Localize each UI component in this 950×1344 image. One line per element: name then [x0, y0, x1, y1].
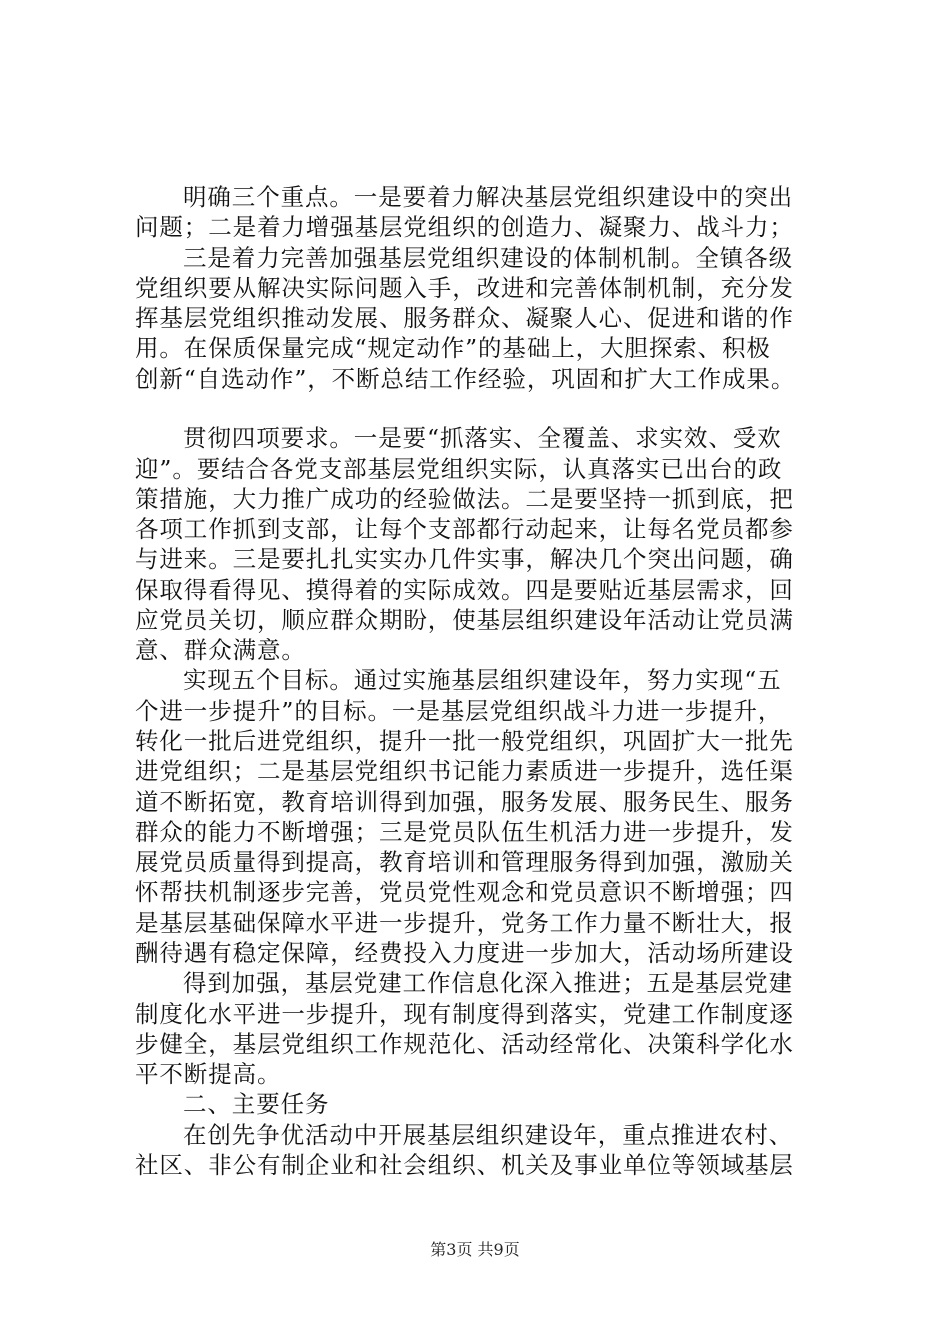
- text-line: 群众的能力不断增强；三是党员队伍生机活力进一步提升，发: [135, 818, 794, 846]
- text-line: 酬待遇有稳定保障，经费投入力度进一步加大，活动场所建设: [135, 939, 794, 967]
- text-line: 平不断提高。: [135, 1060, 282, 1088]
- text-line: 创新“自选动作”，不断总结工作经验，巩固和扩大工作成果。: [135, 365, 796, 393]
- page-number-footer: 第3页 共9页: [430, 1240, 520, 1259]
- text-line: 用。在保质保量完成“规定动作”的基础上，大胆探索、积极: [135, 334, 771, 362]
- text-line: 各项工作抓到支部，让每个支部都行动起来，让每名党员都参: [135, 515, 794, 543]
- text-line: 转化一批后进党组织，提升一批一般党组织，巩固扩大一批先: [135, 727, 794, 755]
- text-line: 实现五个目标。通过实施基层组织建设年，努力实现“五: [183, 666, 782, 694]
- text-line: 道不断拓宽，教育培训得到加强，服务发展、服务民生、服务: [135, 788, 794, 816]
- text-line: 问题；二是着力增强基层党组织的创造力、凝聚力、战斗力；: [135, 213, 794, 241]
- text-line: 保取得看得见、摸得着的实际成效。四是要贴近基层需求，回: [135, 576, 794, 604]
- text-line: 制度化水平进一步提升，现有制度得到落实，党建工作制度逐: [135, 1000, 794, 1028]
- text-line: 步健全，基层党组织工作规范化、活动经常化、决策科学化水: [135, 1030, 794, 1058]
- text-line: 挥基层党组织推动发展、服务群众、凝聚人心、促进和谐的作: [135, 304, 794, 332]
- text-line: 是基层基础保障水平进一步提升，党务工作力量不断壮大，报: [135, 909, 794, 937]
- text-line: 得到加强，基层党建工作信息化深入推进；五是基层党建: [183, 969, 793, 997]
- text-line: 明确三个重点。一是要着力解决基层党组织建设中的突出: [183, 183, 793, 211]
- text-line: 与进来。三是要扎扎实实办几件实事，解决几个突出问题，确: [135, 545, 794, 573]
- text-line: 怀帮扶机制逐步完善，党员党性观念和党员意识不断增强；四: [135, 878, 794, 906]
- text-line: 迎”。要结合各党支部基层党组织实际，认真落实已出台的政: [135, 455, 783, 483]
- text-line: 展党员质量得到提高，教育培训和管理服务得到加强，激励关: [135, 848, 794, 876]
- text-line: 三是着力完善加强基层党组织建设的体制机制。全镇各级: [183, 244, 793, 272]
- text-line: 策措施，大力推广成功的经验做法。二是要坚持一抓到底，把: [135, 485, 794, 513]
- text-line: 进党组织；二是基层党组织书记能力素质进一步提升，选任渠: [135, 757, 794, 785]
- text-line: 党组织要从解决实际问题入手，改进和完善体制机制，充分发: [135, 274, 794, 302]
- text-line: 社区、非公有制企业和社会组织、机关及事业单位等领域基层: [135, 1151, 794, 1179]
- text-line: 应党员关切，顺应群众期盼，使基层组织建设年活动让党员满: [135, 606, 794, 634]
- text-line: 意、群众满意。: [135, 636, 306, 664]
- text-line: 在创先争优活动中开展基层组织建设年，重点推进农村、: [183, 1121, 793, 1149]
- text-line: 贯彻四项要求。一是要“抓落实、全覆盖、求实效、受欢: [183, 424, 782, 452]
- text-line: 二、主要任务: [183, 1090, 330, 1118]
- text-line: 个进一步提升”的目标。一是基层党组织战斗力进一步提升，: [135, 697, 783, 725]
